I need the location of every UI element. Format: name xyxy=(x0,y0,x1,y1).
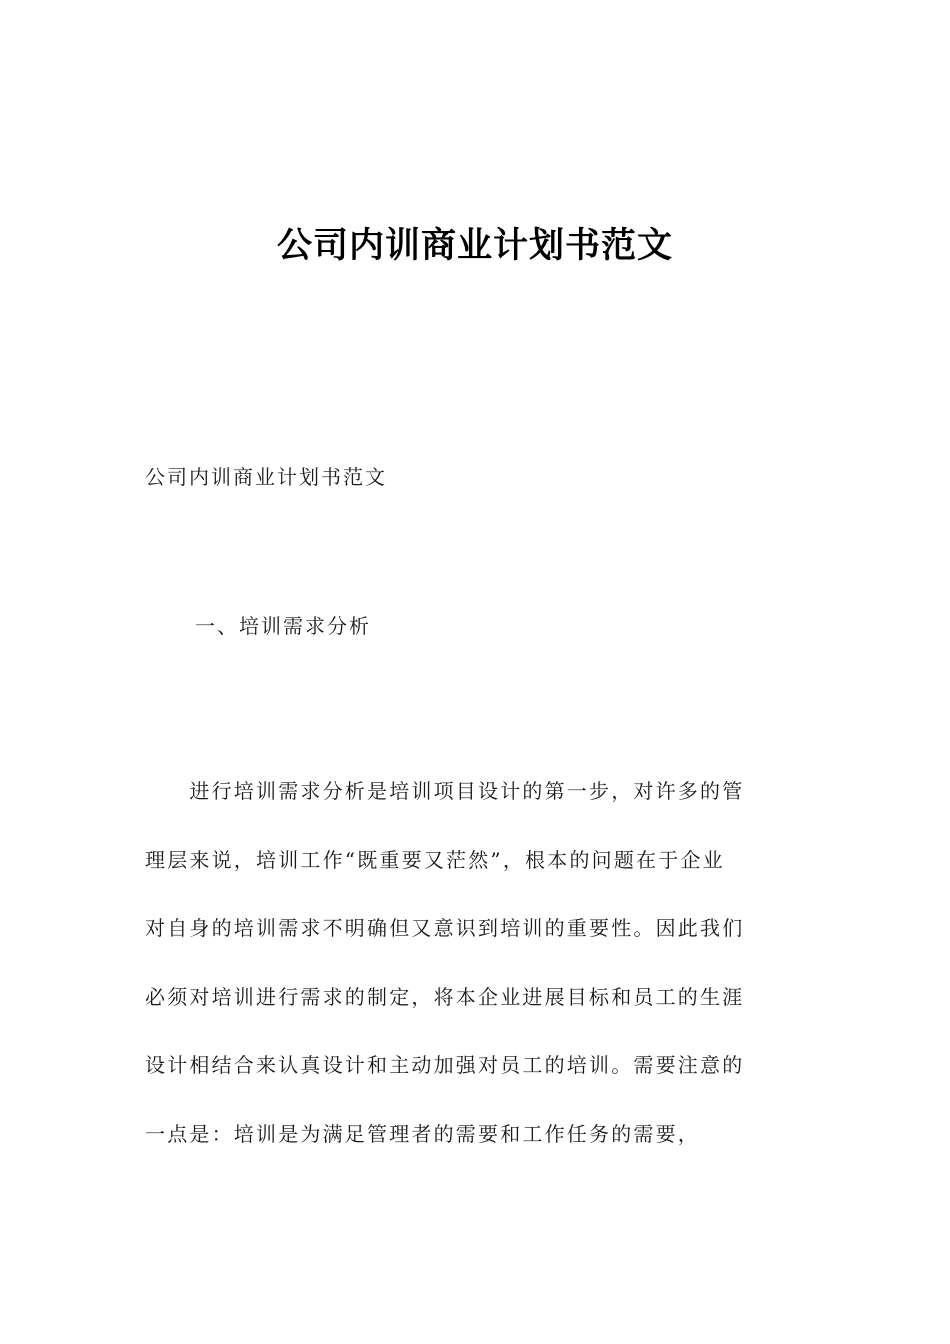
paragraph-line: 必须对培训进行需求的制定，将本企业进展目标和员工的生涯 xyxy=(145,984,745,1009)
body-paragraph xyxy=(145,757,805,1168)
document-subtitle: 公司内训商业计划书范文 xyxy=(145,465,387,489)
section-heading: 一、培训需求分析 xyxy=(195,614,371,638)
paragraph-line: 理层来说，培训工作“既重要又茫然”，根本的问题在于企业 xyxy=(145,847,725,872)
paragraph-line: 进行培训需求分析是培训项目设计的第一步，对许多的管 xyxy=(145,779,745,803)
paragraph-line: 一点是：培训是为满足管理者的需要和工作任务的需要， xyxy=(145,1121,700,1146)
document-title: 公司内训商业计划书范文 xyxy=(276,226,673,266)
paragraph-line: 对自身的培训需求不明确但又意识到培训的重要性。因此我们 xyxy=(145,916,745,940)
paragraph-line: 设计相结合来认真设计和主动加强对员工的培训。需要注意的 xyxy=(145,1053,745,1077)
